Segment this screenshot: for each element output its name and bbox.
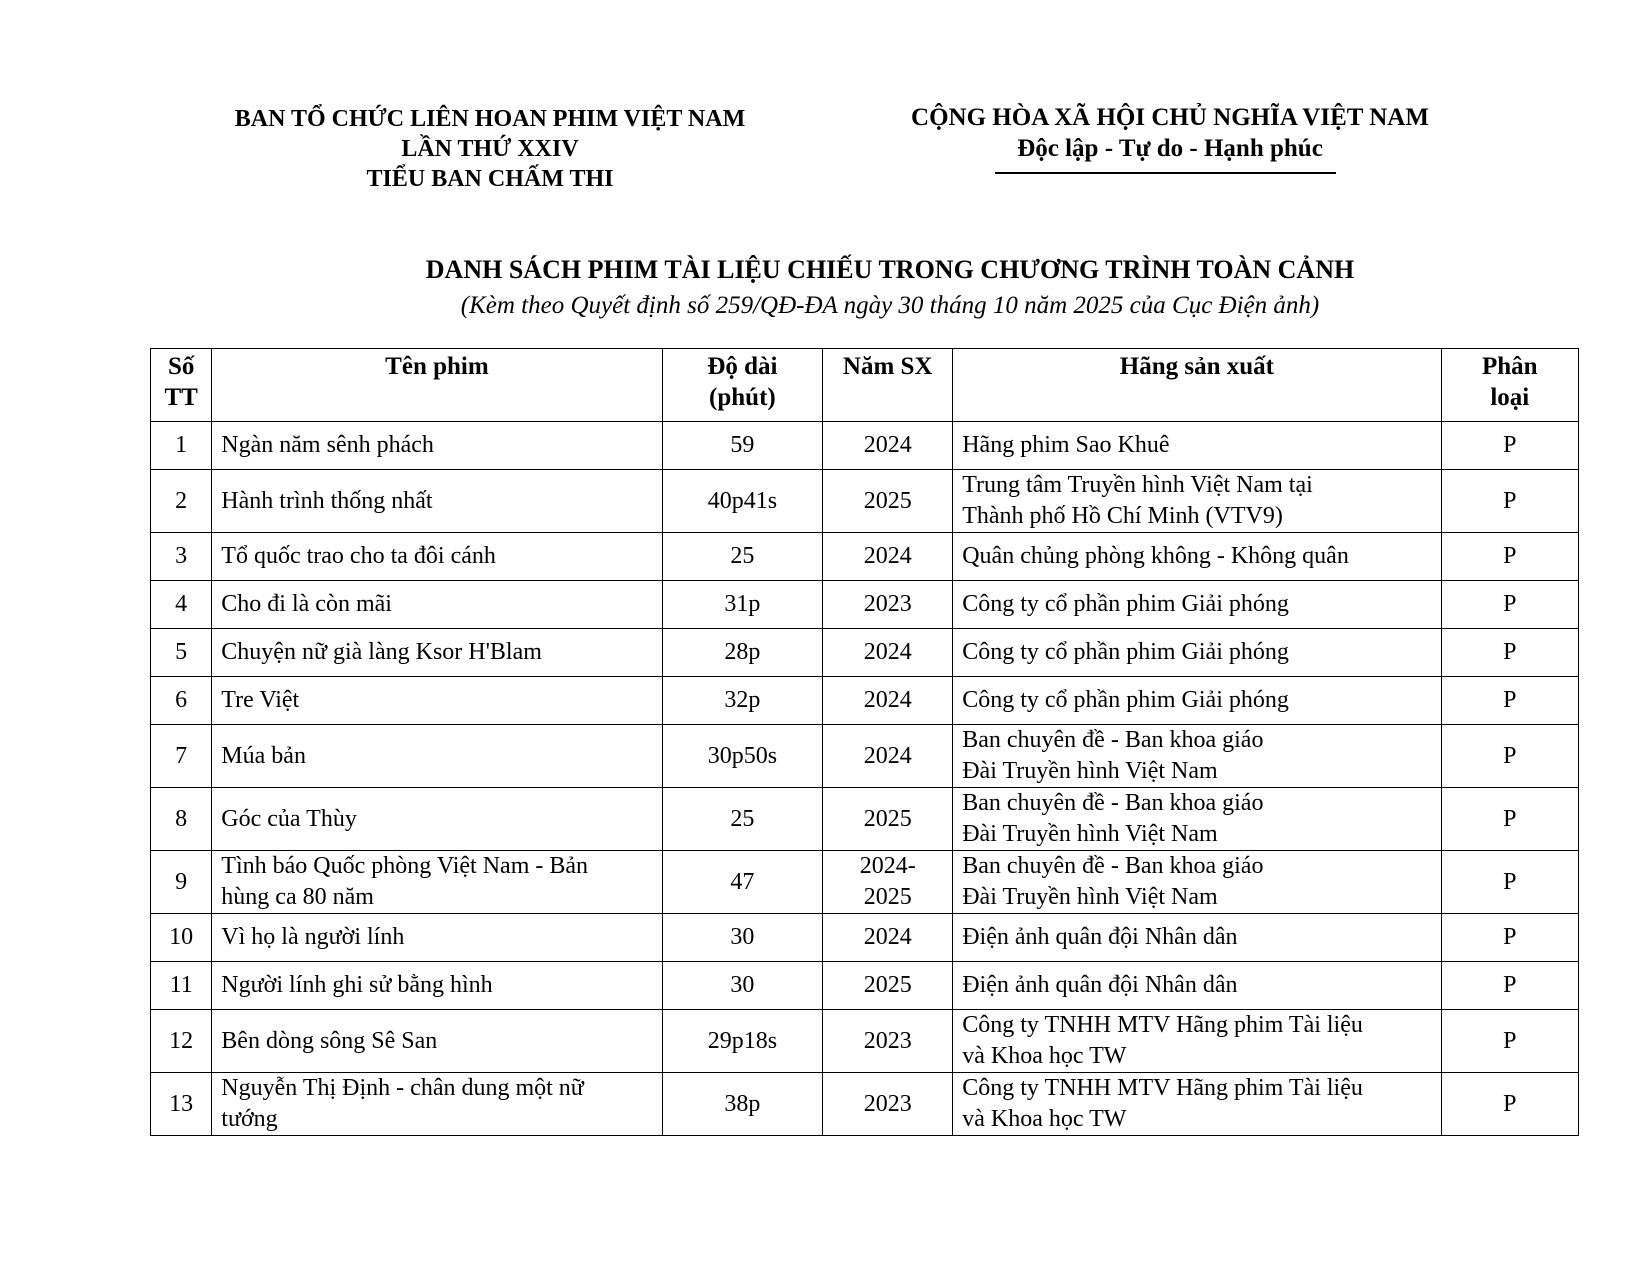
cell-no: 4 — [151, 581, 212, 629]
cell-length: 38p — [662, 1073, 823, 1136]
cell-length: 30p50s — [662, 725, 823, 788]
cell-studio: Công ty cổ phần phim Giải phóng — [953, 581, 1441, 629]
cell-no: 9 — [151, 851, 212, 914]
cell-film-name: Người lính ghi sử bằng hình — [212, 962, 662, 1010]
cell-year: 2024- 2025 — [823, 851, 953, 914]
cell-studio: Công ty cổ phần phim Giải phóng — [953, 629, 1441, 677]
cell-length: 25 — [662, 533, 823, 581]
cell-film-name: Múa bản — [212, 725, 662, 788]
cell-year: 2025 — [823, 788, 953, 851]
cell-studio: Điện ảnh quân đội Nhân dân — [953, 914, 1441, 962]
cell-length: 47 — [662, 851, 823, 914]
cell-film-name: Vì họ là người lính — [212, 914, 662, 962]
cell-no: 13 — [151, 1073, 212, 1136]
cell-year: 2025 — [823, 962, 953, 1010]
cell-length: 40p41s — [662, 470, 823, 533]
cell-film-name: Tổ quốc trao cho ta đôi cánh — [212, 533, 662, 581]
cell-class: P — [1441, 788, 1578, 851]
cell-studio: Quân chủng phòng không - Không quân — [953, 533, 1441, 581]
cell-studio: Ban chuyên đề - Ban khoa giáo Đài Truyền hình Việt Nam — [953, 851, 1441, 914]
organizer-line-3: TIỂU BAN CHẤM THI — [366, 166, 614, 192]
cell-studio: Hãng phim Sao Khuê — [953, 422, 1441, 470]
cell-studio: Ban chuyên đề - Ban khoa giáo Đài Truyền hình Việt Nam — [953, 725, 1441, 788]
cell-year: 2024 — [823, 629, 953, 677]
header-length: Độ dài (phút) — [662, 349, 823, 422]
cell-class: P — [1441, 725, 1578, 788]
cell-no: 5 — [151, 629, 212, 677]
table-row — [151, 962, 1579, 1010]
cell-length: 30 — [662, 962, 823, 1010]
cell-film-name: Hành trình thống nhất — [212, 470, 662, 533]
cell-year: 2025 — [823, 470, 953, 533]
cell-no: 12 — [151, 1010, 212, 1073]
cell-no: 2 — [151, 470, 212, 533]
cell-no: 3 — [151, 533, 212, 581]
cell-studio: Ban chuyên đề - Ban khoa giáo Đài Truyền hình Việt Nam — [953, 788, 1441, 851]
motto-underline — [995, 172, 1336, 174]
cell-length: 28p — [662, 629, 823, 677]
cell-film-name: Chuyện nữ già làng Ksor H'Blam — [212, 629, 662, 677]
cell-no: 8 — [151, 788, 212, 851]
cell-class: P — [1441, 581, 1578, 629]
cell-no: 10 — [151, 914, 212, 962]
table-row — [151, 725, 1579, 788]
document-subtitle: (Kèm theo Quyết định số 259/QĐ-ĐA ngày 30 tháng 10 năm 2025 của Cục Điện ảnh) — [460, 292, 1320, 319]
national-header — [870, 102, 1470, 164]
header-studio: Hãng sản xuất — [953, 349, 1441, 422]
organizer-header — [170, 104, 810, 194]
cell-film-name: Tình báo Quốc phòng Việt Nam - Bản hùng ca 80 năm — [212, 851, 662, 914]
cell-studio: Điện ảnh quân đội Nhân dân — [953, 962, 1441, 1010]
table-row — [151, 629, 1579, 677]
cell-no: 11 — [151, 962, 212, 1010]
cell-length: 59 — [662, 422, 823, 470]
cell-year: 2024 — [823, 677, 953, 725]
cell-class: P — [1441, 1073, 1578, 1136]
cell-length: 31p — [662, 581, 823, 629]
table-row — [151, 914, 1579, 962]
header-no: Số TT — [151, 349, 212, 422]
cell-year: 2024 — [823, 914, 953, 962]
cell-class: P — [1441, 1010, 1578, 1073]
cell-year: 2023 — [823, 1073, 953, 1136]
cell-year: 2023 — [823, 1010, 953, 1073]
table-row — [151, 533, 1579, 581]
document-title: DANH SÁCH PHIM TÀI LIỆU CHIẾU TRONG CHƯƠNG TRÌNH TOÀN CẢNH — [425, 255, 1355, 284]
organizer-line-1: BAN TỔ CHỨC LIÊN HOAN PHIM VIỆT NAM — [234, 106, 746, 132]
cell-year: 2024 — [823, 422, 953, 470]
cell-studio: Công ty cổ phần phim Giải phóng — [953, 677, 1441, 725]
cell-length: 29p18s — [662, 1010, 823, 1073]
table-row — [151, 1073, 1579, 1136]
cell-film-name: Bên dòng sông Sê San — [212, 1010, 662, 1073]
cell-studio: Công ty TNHH MTV Hãng phim Tài liệu và Khoa học TW — [953, 1073, 1441, 1136]
table-row — [151, 677, 1579, 725]
national-motto: Độc lập - Tự do - Hạnh phúc — [1017, 135, 1323, 162]
cell-studio: Công ty TNHH MTV Hãng phim Tài liệu và Khoa học TW — [953, 1010, 1441, 1073]
film-list-table — [150, 348, 1579, 1136]
table-header-row — [151, 349, 1579, 422]
cell-film-name: Cho đi là còn mãi — [212, 581, 662, 629]
table-row — [151, 422, 1579, 470]
table-row — [151, 470, 1579, 533]
organizer-line-2: LẦN THỨ XXIV — [401, 136, 579, 162]
header-name: Tên phim — [212, 349, 662, 422]
cell-film-name: Tre Việt — [212, 677, 662, 725]
cell-film-name: Góc của Thùy — [212, 788, 662, 851]
cell-no: 7 — [151, 725, 212, 788]
cell-length: 30 — [662, 914, 823, 962]
cell-class: P — [1441, 914, 1578, 962]
cell-class: P — [1441, 422, 1578, 470]
table-row — [151, 851, 1579, 914]
cell-class: P — [1441, 629, 1578, 677]
cell-year: 2024 — [823, 725, 953, 788]
cell-film-name: Ngàn năm sênh phách — [212, 422, 662, 470]
table-row — [151, 788, 1579, 851]
cell-year: 2023 — [823, 581, 953, 629]
cell-length: 25 — [662, 788, 823, 851]
national-name: CỘNG HÒA XÃ HỘI CHỦ NGHĨA VIỆT NAM — [911, 104, 1429, 131]
cell-film-name: Nguyễn Thị Định - chân dung một nữ tướng — [212, 1073, 662, 1136]
cell-class: P — [1441, 470, 1578, 533]
cell-no: 6 — [151, 677, 212, 725]
cell-length: 32p — [662, 677, 823, 725]
cell-class: P — [1441, 533, 1578, 581]
cell-class: P — [1441, 962, 1578, 1010]
header-class: Phân loại — [1441, 349, 1578, 422]
cell-no: 1 — [151, 422, 212, 470]
cell-class: P — [1441, 851, 1578, 914]
cell-class: P — [1441, 677, 1578, 725]
header-year: Năm SX — [823, 349, 953, 422]
cell-studio: Trung tâm Truyền hình Việt Nam tại Thành phố Hồ Chí Minh (VTV9) — [953, 470, 1441, 533]
table-row — [151, 581, 1579, 629]
cell-year: 2024 — [823, 533, 953, 581]
table-row — [151, 1010, 1579, 1073]
